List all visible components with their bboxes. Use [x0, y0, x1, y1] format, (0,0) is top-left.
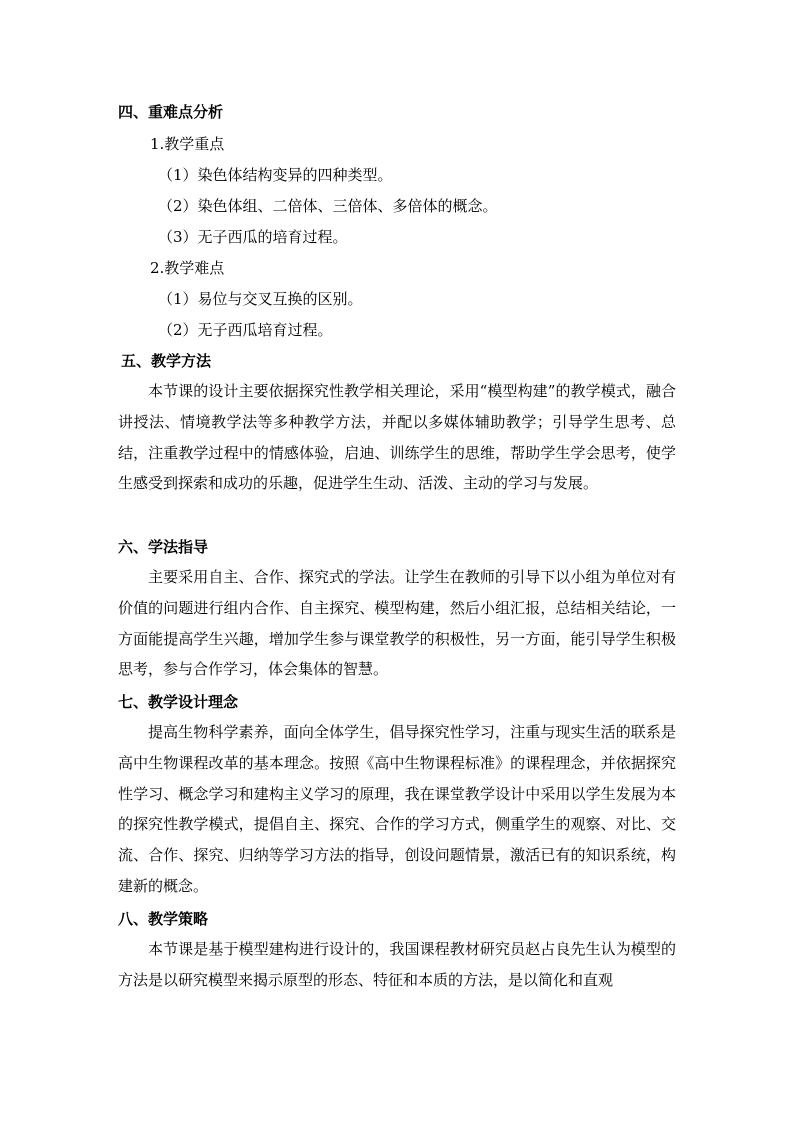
section-7-body: 提高生物科学素养，面向全体学生，倡导探究性学习，注重与现实生活的联系是高中生物课程改革的基本理念。按照《高中生物课程标准》的课程理念，并依据探究性学习、概念学习和建构主义学习的原理，我在课堂教学设计中采用以学生发展为本的探究性教学模式，提倡自主、探究、合作的学习方式，侧重学生的观察、对比、交流、合作、探究、归纳等学习方法的指导，创设问题情景，激活已有的知识系统，构建新的概念。	[118, 723, 676, 895]
section-4-sub2-item-1: （1）易位与交叉互换的区别。	[158, 290, 363, 308]
section-7-heading: 七、教学设计理念	[118, 693, 239, 711]
section-4-heading: 四、重难点分析	[118, 103, 224, 121]
section-5-heading: 五、教学方法	[121, 352, 212, 370]
section-6-heading: 六、学法指导	[118, 538, 209, 556]
section-4-sub1-title: 1.教学重点	[150, 135, 225, 153]
section-4-sub2-title: 2.教学难点	[150, 259, 225, 277]
section-5-body: 本节课的设计主要依据探究性教学相关理论，采用“模型构建”的教学模式，融合讲授法、情境教学法等多种教学方法，并配以多媒体辅助教学；引导学生思考、总结，注重教学过程中的情感体验，启迪、训练学生的思维，帮助学生学会思考，使学生感受到探索和成功的乐趣，促进学生生动、活泼、主动的学习与发展。	[118, 382, 676, 493]
section-6-body: 主要采用自主、合作、探究式的学法。让学生在教师的引导下以小组为单位对有价值的问题进行组内合作、自主探究、模型构建，然后小组汇报，总结相关结论，一方面能提高学生兴趣，增加学生参与课堂教学的积极性，另一方面，能引导学生积极思考，参与合作学习，体会集体的智慧。	[118, 568, 676, 679]
section-4-sub1-item-2: （2）染色体组、二倍体、三倍体、多倍体的概念。	[158, 197, 498, 215]
section-4-sub2-item-2: （2）无子西瓜培育过程。	[158, 321, 333, 339]
section-4-sub1-item-3: （3）无子西瓜的培育过程。	[158, 228, 348, 246]
section-8-heading: 八、教学策略	[118, 910, 209, 928]
section-4-sub1-item-1: （1）染色体结构变异的四种类型。	[158, 166, 393, 184]
section-8-body: 本节课是基于模型建构进行设计的，我国课程教材研究员赵占良先生认为模型的方法是以研究模型来揭示原型的形态、特征和本质的方法，是以简化和直观	[118, 940, 676, 989]
